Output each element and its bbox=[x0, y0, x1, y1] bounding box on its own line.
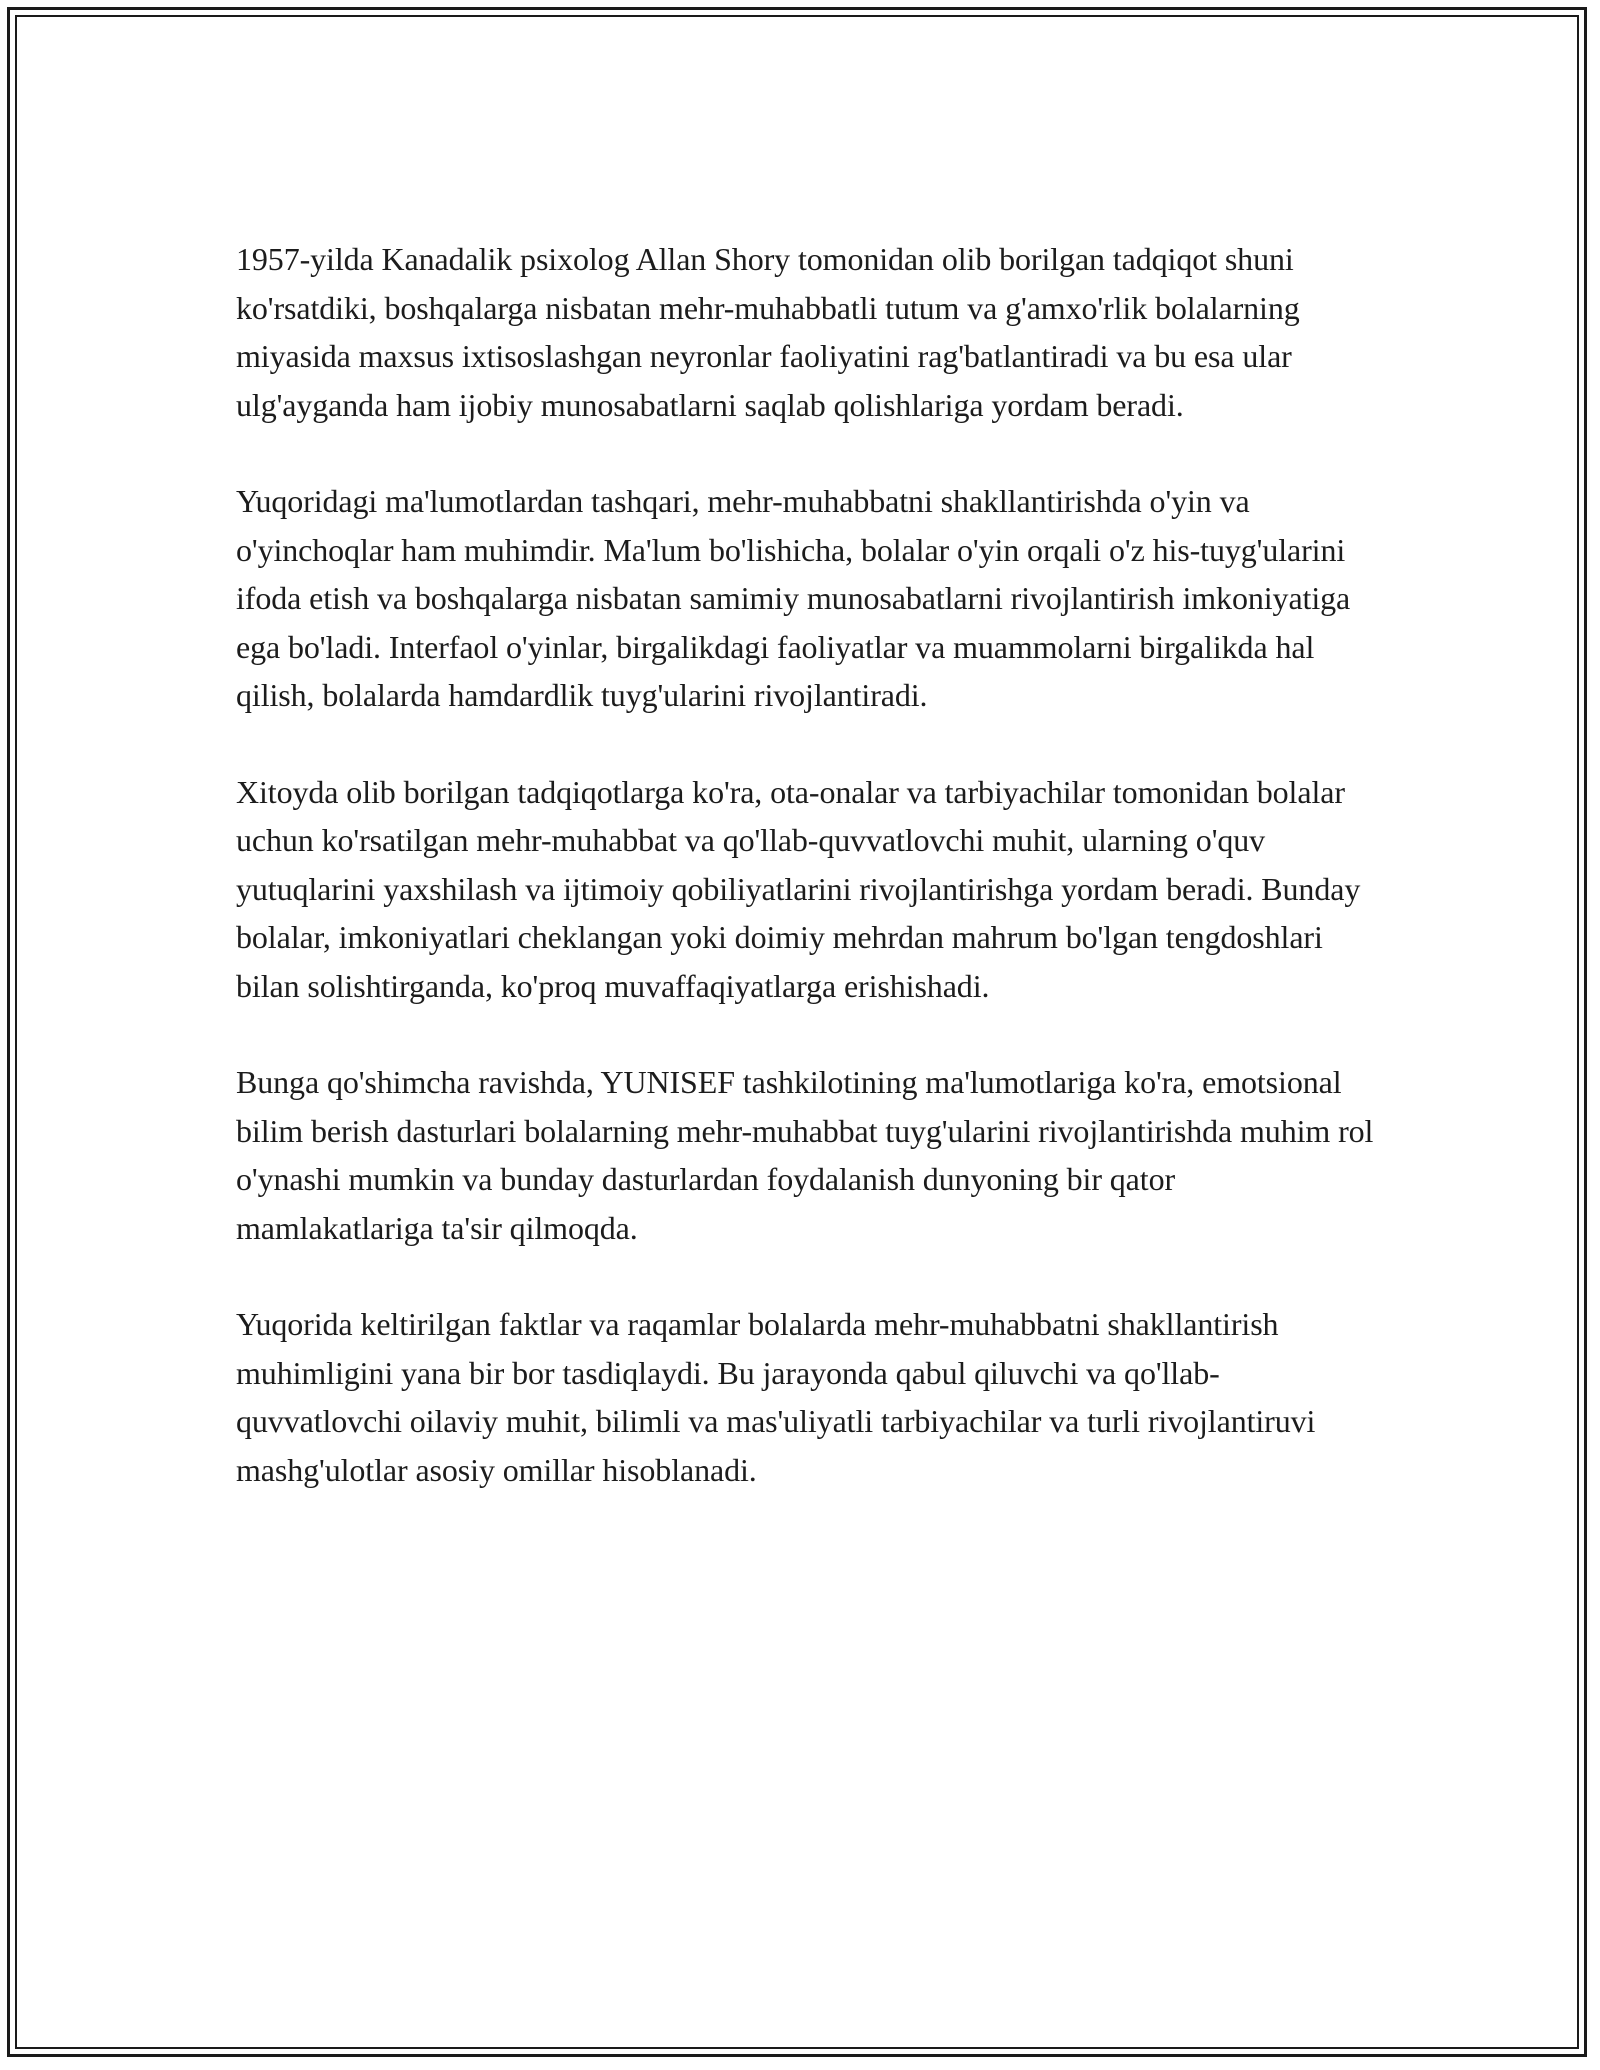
paragraph-4: Bunga qo'shimcha ravishda, YUNISEF tashkilotining ma'lumotlariga ko'ra, emotsional bilim berish dasturlari bolalarning mehr-muhabbat tuyg'ularini rivojlantirishda muhim rol o'ynashi mumkin va bunday dasturlardan foydalanish dunyoning bir qator mamlakatlariga ta'sir qilmoqda. bbox=[236, 1064, 1374, 1246]
paragraph-1: 1957-yilda Kanadalik psixolog Allan Shory tomonidan olib borilgan tadqiqot shuni ko'rsatdiki, boshqalarga nisbatan mehr-muhabbatli tutum va g'amxo'rlik bolalarning miyasida maxsus ixtisoslashgan neyronlar faoliyatini rag'batlantiradi va bu esa ular ulg'ayganda ham ijobiy munosabatlarni saqlab qolishlariga yordam beradi. bbox=[236, 241, 1300, 423]
paragraph-5: Yuqorida keltirilgan faktlar va raqamlar bolalarda mehr-muhabbatni shakllantirish muhimligini yana bir bor tasdiqlaydi. Bu jarayonda qabul qiluvchi va qo'llab-quvvatlovchi oilaviy muhit, bilimli va mas'uliyatli tarbiyachilar va turli rivojlantiruvi mashg'ulotlar asosiy omillar hisoblanadi. bbox=[236, 1306, 1316, 1488]
paragraph-2: Yuqoridagi ma'lumotlardan tashqari, mehr-muhabbatni shakllantirishda o'yin va o'yinchoqlar ham muhimdir. Ma'lum bo'lishicha, bolalar o'yin orqali o'z his-tuyg'ularini ifoda etish va boshqalarga nisbatan samimiy munosabatlarni rivojlantirish imkoniyatiga ega bo'ladi. Interfaol o'yinlar, birgalikdagi faoliyatlar va muammolarni birgalikda hal qilish, bolalarda hamdardlik tuyg'ularini rivojlantiradi. bbox=[236, 483, 1351, 713]
paragraph-3: Xitoyda olib borilgan tadqiqotlarga ko'ra, ota-onalar va tarbiyachilar tomonidan bolalar uchun ko'rsatilgan mehr-muhabbat va qo'llab-quvvatlovchi muhit, ularning o'quv yutuqlarini yaxshilash va ijtimoiy qobiliyatlarini rivojlantirishga yordam beradi. Bunday bolalar, imkoniyatlari cheklangan yoki doimiy mehrdan mahrum bo'lgan tengdoshlari bilan solishtirganda, ko'proq muvaffaqiyatlarga erishishadi. bbox=[236, 773, 1361, 1004]
document-body bbox=[236, 235, 1376, 1542]
